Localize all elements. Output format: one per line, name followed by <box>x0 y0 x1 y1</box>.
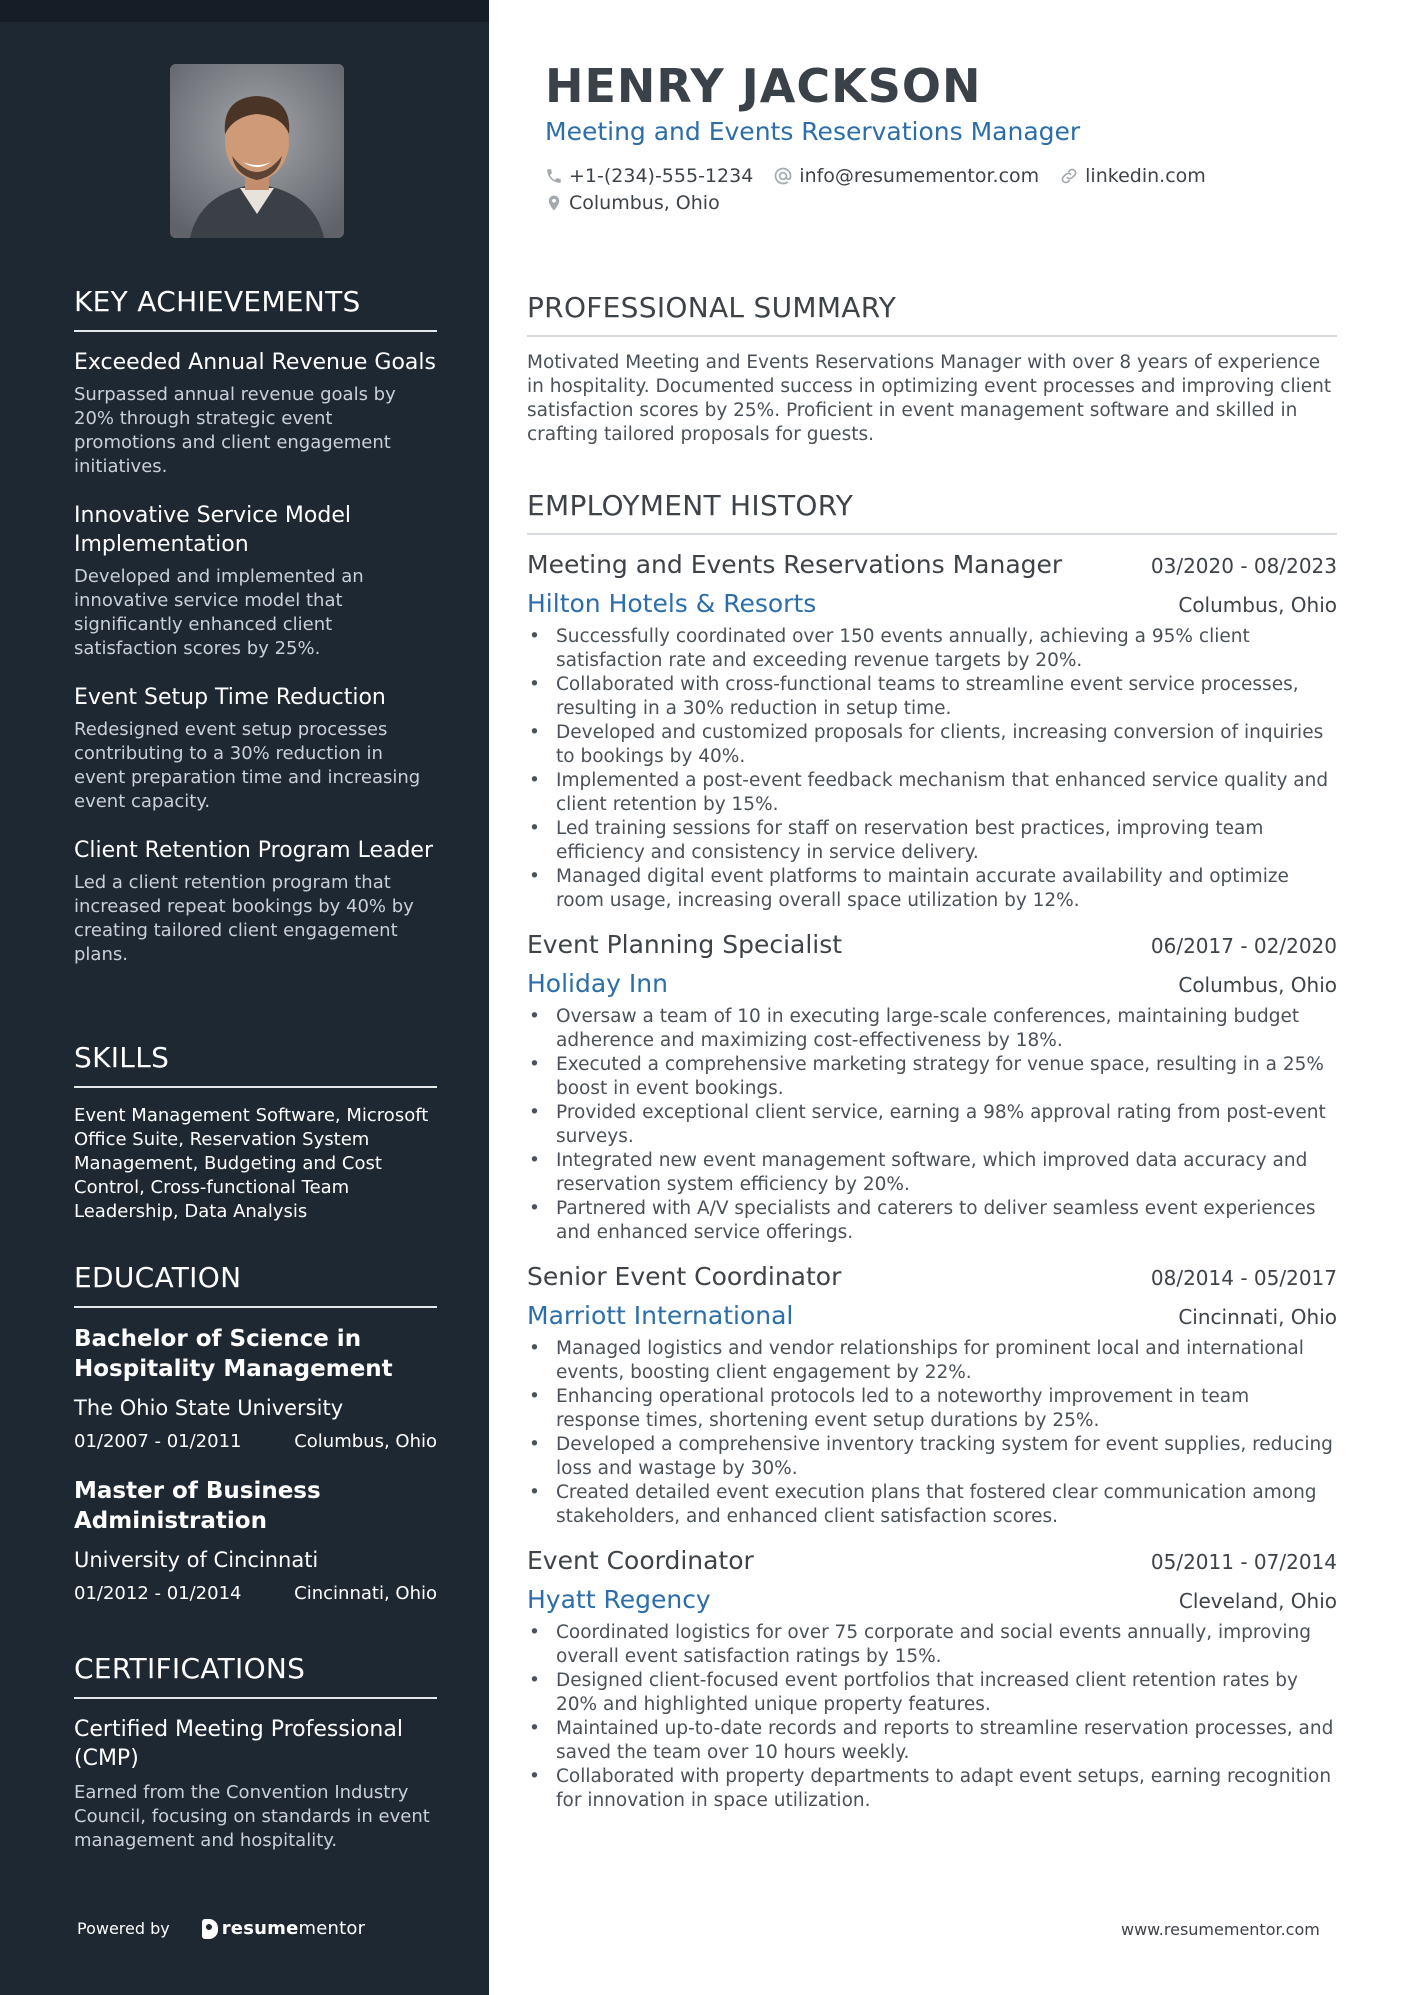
footer-url[interactable]: www.resumementor.com <box>1121 1920 1320 1939</box>
job-bullet: • Oversaw a team of 10 in executing large-scale conferences, maintaining budget adherence and maximizing cost-effectiveness by 18%. <box>527 1005 1337 1053</box>
summary-text: Motivated Meeting and Events Reservations Manager with over 8 years of experience in hospitality. Documented success in optimizing event processes and improving client satisfaction scores by 25%. Proficient in event management software and skilled in crafting tailored proposals for guests. <box>527 352 1332 445</box>
certifications-section <box>74 1651 437 1853</box>
achievement-title: Exceeded Annual Revenue Goals <box>74 350 436 375</box>
summary-section <box>527 290 1337 447</box>
education-degree: Master of Business Administration <box>74 1478 321 1534</box>
job-bullets <box>527 1621 1337 1813</box>
achievement-title: Innovative Service Model Implementation <box>74 503 351 557</box>
education-location: Cincinnati, Ohio <box>294 1583 437 1604</box>
certifications-heading: CERTIFICATIONS <box>74 1651 437 1699</box>
job-bullet: • Executed a comprehensive marketing strategy for venue space, resulting in a 25% boost in event bookings. <box>527 1053 1337 1101</box>
job-bullet: • Successfully coordinated over 150 events annually, achieving a 95% client satisfaction rate and exceeding revenue targets by 20%. <box>527 625 1337 673</box>
achievements-section <box>74 284 437 989</box>
contact-location <box>545 190 720 216</box>
contact-linkedin-text: linkedin.com <box>1085 165 1206 187</box>
job-bullet: • Managed digital event platforms to maintain accurate availability and optimize room usage, increasing overall space utilization by 12%. <box>527 865 1337 913</box>
job-location: Columbus, Ohio <box>1178 593 1337 617</box>
job-dates: 08/2014 - 05/2017 <box>1150 1266 1337 1290</box>
job-bullet: • Maintained up-to-date records and reports to streamline reservation processes, and saved the team over 10 hours weekly. <box>527 1717 1337 1765</box>
job-location: Cleveland, Ohio <box>1178 1589 1337 1613</box>
brand-mark-icon <box>202 1919 218 1939</box>
powered-by-label: Powered by <box>77 1919 170 1938</box>
education-item <box>74 1476 437 1606</box>
job-bullet: • Coordinated logistics for over 75 corporate and social events annually, improving overall event satisfaction ratings by 15%. <box>527 1621 1337 1669</box>
at-icon <box>773 166 793 186</box>
employment-section <box>527 488 1337 1829</box>
job-bullet: • Managed logistics and vendor relationships for prominent local and international events, boosting client engagement by 22%. <box>527 1337 1337 1385</box>
brand-name-bold: resume <box>221 1918 299 1939</box>
achievement-item <box>74 683 437 814</box>
job-bullets <box>527 1337 1337 1529</box>
skills-text: Event Management Software, Microsoft Office Suite, Reservation System Management, Budgeting and Cost Control, Cross-functional Team Leadership, Data Analysis <box>74 1105 429 1222</box>
job-bullet: • Integrated new event management software, which improved data accuracy and reservation system efficiency by 20%. <box>527 1149 1337 1197</box>
job-bullet: • Collaborated with cross-functional teams to streamline event service processes, resulting in a 30% reduction in setup time. <box>527 673 1337 721</box>
location-pin-icon <box>545 193 563 213</box>
job-bullets <box>527 1005 1337 1245</box>
contact-linkedin[interactable] <box>1059 163 1206 189</box>
education-dates: 01/2007 - 01/2011 <box>74 1431 242 1452</box>
achievement-desc: Led a client retention program that increased repeat bookings by 40% by creating tailored client engagement plans. <box>74 872 414 965</box>
brand-name-light: mentor <box>298 1918 366 1939</box>
job-bullet: • Developed a comprehensive inventory tracking system for event supplies, reducing loss and wastage by 30%. <box>527 1433 1337 1481</box>
contact-email[interactable] <box>773 163 1039 189</box>
job-bullet: • Provided exceptional client service, earning a 98% approval rating from post-event surveys. <box>527 1101 1337 1149</box>
brand-logo[interactable] <box>202 1918 365 1939</box>
achievement-title: Event Setup Time Reduction <box>74 685 386 710</box>
education-school: The Ohio State University <box>74 1396 344 1420</box>
job-bullet: • Partnered with A/V specialists and caterers to deliver seamless event experiences and enhanced service offerings. <box>527 1197 1337 1245</box>
job-location: Cincinnati, Ohio <box>1178 1305 1337 1329</box>
job-bullet: • Led training sessions for staff on reservation best practices, improving team efficiency and consistency in service delivery. <box>527 817 1337 865</box>
job-entry <box>527 549 1337 913</box>
job-bullet: • Collaborated with property departments to adapt event setups, earning recognition for innovation in space utilization. <box>527 1765 1337 1813</box>
achievement-desc: Redesigned event setup processes contributing to a 30% reduction in event preparation time and increasing event capacity. <box>74 719 421 812</box>
contact-phone-text: +1-(234)-555-1234 <box>569 165 754 187</box>
job-title: Meeting and Events Reservations Manager <box>527 550 1063 579</box>
education-dates: 01/2012 - 01/2014 <box>74 1583 242 1604</box>
contact-info <box>545 163 1305 217</box>
contact-phone[interactable] <box>545 163 753 189</box>
candidate-name: HENRY JACKSON <box>545 59 982 113</box>
job-dates: 05/2011 - 07/2014 <box>1150 1550 1337 1574</box>
skills-section <box>74 1040 437 1224</box>
education-meta <box>74 1430 437 1454</box>
achievement-item <box>74 501 437 661</box>
job-company: Marriott International <box>527 1301 794 1330</box>
job-bullets <box>527 625 1337 913</box>
certification-desc: Earned from the Convention Industry Council, focusing on standards in event management and hospitality. <box>74 1782 430 1851</box>
job-company: Holiday Inn <box>527 969 668 998</box>
achievement-title: Client Retention Program Leader <box>74 838 434 863</box>
job-company: Hilton Hotels & Resorts <box>527 589 817 618</box>
job-bullet: • Developed and customized proposals for clients, increasing conversion of inquiries to bookings by 40%. <box>527 721 1337 769</box>
job-dates: 06/2017 - 02/2020 <box>1150 934 1337 958</box>
job-bullet: • Created detailed event execution plans that fostered clear communication among stakeholders, and enhanced client satisfaction scores. <box>527 1481 1337 1529</box>
contact-location-text: Columbus, Ohio <box>569 192 720 214</box>
achievement-item <box>74 836 437 967</box>
sidebar <box>0 0 489 1995</box>
job-title: Event Coordinator <box>527 1546 754 1575</box>
job-bullet: • Designed client-focused event portfolios that increased client retention rates by 20% and highlighted unique property features. <box>527 1669 1337 1717</box>
phone-icon <box>545 167 563 185</box>
sidebar-top-strip <box>0 0 489 22</box>
job-entry <box>527 1545 1337 1813</box>
job-location: Columbus, Ohio <box>1178 973 1337 997</box>
job-entry <box>527 1261 1337 1529</box>
job-company: Hyatt Regency <box>527 1585 711 1614</box>
education-degree: Bachelor of Science in Hospitality Management <box>74 1326 393 1382</box>
job-dates: 03/2020 - 08/2023 <box>1150 554 1337 578</box>
candidate-role: Meeting and Events Reservations Manager <box>545 117 1081 146</box>
job-title: Senior Event Coordinator <box>527 1262 842 1291</box>
education-item <box>74 1324 437 1454</box>
education-section <box>74 1260 437 1628</box>
job-bullet: • Implemented a post-event feedback mechanism that enhanced service quality and client retention by 15%. <box>527 769 1337 817</box>
certification-title: Certified Meeting Professional (CMP) <box>74 1717 403 1771</box>
achievement-desc: Developed and implemented an innovative service model that significantly enhanced client satisfaction scores by 25%. <box>74 566 364 659</box>
education-school: University of Cincinnati <box>74 1548 319 1572</box>
achievement-desc: Surpassed annual revenue goals by 20% through strategic event promotions and client engagement initiatives. <box>74 384 396 477</box>
job-title: Event Planning Specialist <box>527 930 843 959</box>
skills-heading: SKILLS <box>74 1040 437 1088</box>
job-entry <box>527 929 1337 1245</box>
education-location: Columbus, Ohio <box>294 1431 437 1452</box>
summary-heading: PROFESSIONAL SUMMARY <box>527 290 1337 337</box>
job-bullet: • Enhancing operational protocols led to a noteworthy improvement in team response times, shortening event setup durations by 25%. <box>527 1385 1337 1433</box>
education-meta <box>74 1582 437 1606</box>
employment-heading: EMPLOYMENT HISTORY <box>527 488 1337 535</box>
education-heading: EDUCATION <box>74 1260 437 1308</box>
profile-photo <box>170 64 344 238</box>
achievements-heading: KEY ACHIEVEMENTS <box>74 284 437 332</box>
link-icon <box>1059 166 1079 186</box>
contact-email-text: info@resumementor.com <box>799 165 1040 187</box>
achievement-item <box>74 348 437 479</box>
powered-by <box>77 1918 365 1939</box>
